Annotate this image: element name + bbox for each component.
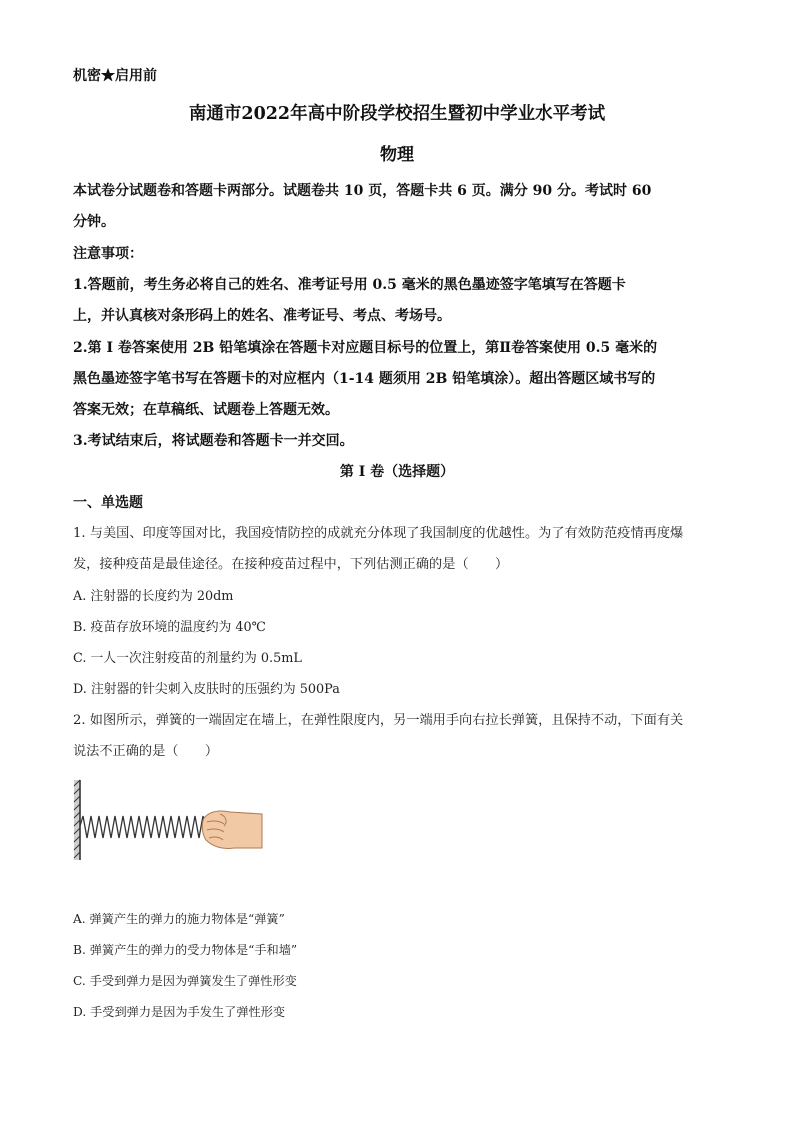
section-title: 第 I 卷（选择题）: [339, 464, 455, 480]
hand: [202, 811, 262, 848]
question-1-stem: 1. 与美国、印度等国对比，我国疫情防控的成就充分体现了我国制度的优越性。为了有效防范疫情再度爆: [73, 526, 684, 541]
notice-line: 1.答题前，考生务必将自己的姓名、准考证号用 0.5 毫米的黑色墨迹签字笔填写在答题卡: [73, 277, 626, 293]
notice-line: 黑色墨迹签字笔书写在答题卡的对应框内（1-14 题须用 2B 铅笔填涂）。超出答题区域书写的: [73, 371, 656, 387]
notice-line: 上，并认真核对条形码上的姓名、准考证号、考点、考场号。: [73, 308, 451, 324]
subject-title: 物理: [380, 145, 414, 165]
question-2-stem: 2. 如图所示，弹簧的一端固定在墙上，在弹性限度内，另一端用手向右拉长弹簧，且保持不动，下面有关: [73, 713, 684, 728]
notice-line: 2.第 I 卷答案使用 2B 铅笔填涂在答题卡对应题目标号的位置上，第Ⅱ卷答案使用 0.5 毫米的: [73, 340, 658, 356]
spring-figure: [70, 778, 270, 862]
wall: [74, 780, 80, 860]
question-2-option-c: C. 手受到弹力是因为弹簧发生了弹性形变: [73, 974, 297, 988]
question-2-option-b: B. 弹簧产生的弹力的受力物体是“手和墙”: [73, 943, 298, 957]
secret-label: 机密★启用前: [73, 68, 157, 84]
question-1-option-d: D. 注射器的针尖刺入皮肤时的压强约为 500Pa: [73, 682, 340, 697]
part-heading: 一、单选题: [73, 495, 143, 511]
notice-line: 3.考试结束后，将试题卷和答题卡一并交回。: [73, 433, 354, 449]
notice-line: 答案无效；在草稿纸、试题卷上答题无效。: [73, 402, 339, 418]
question-2-option-d: D. 手受到弹力是因为手发生了弹性形变: [73, 1005, 286, 1019]
exam-title: 南通市2022年高中阶段学校招生暨初中学业水平考试: [188, 104, 606, 124]
question-2-stem: 说法不正确的是（ ）: [73, 744, 219, 759]
spring: [80, 816, 206, 838]
question-1-option-b: B. 疫苗存放环境的温度约为 40℃: [73, 620, 266, 635]
notice-heading: 注意事项：: [73, 246, 143, 262]
question-1-option-c: C. 一人一次注射疫苗的剂量约为 0.5mL: [73, 651, 302, 666]
intro-line-1: 本试卷分试题卷和答题卡两部分。试题卷共 10 页，答题卡共 6 页。满分 90 分。考试时 60: [73, 183, 652, 199]
question-2-option-a: A. 弹簧产生的弹力的施力物体是“弹簧”: [73, 912, 285, 926]
question-1-stem: 发，接种疫苗是最佳途径。在接种疫苗过程中，下列估测正确的是（ ）: [73, 557, 509, 572]
intro-line-2: 分钟。: [73, 214, 115, 230]
question-1-option-a: A. 注射器的长度约为 20dm: [73, 589, 234, 604]
